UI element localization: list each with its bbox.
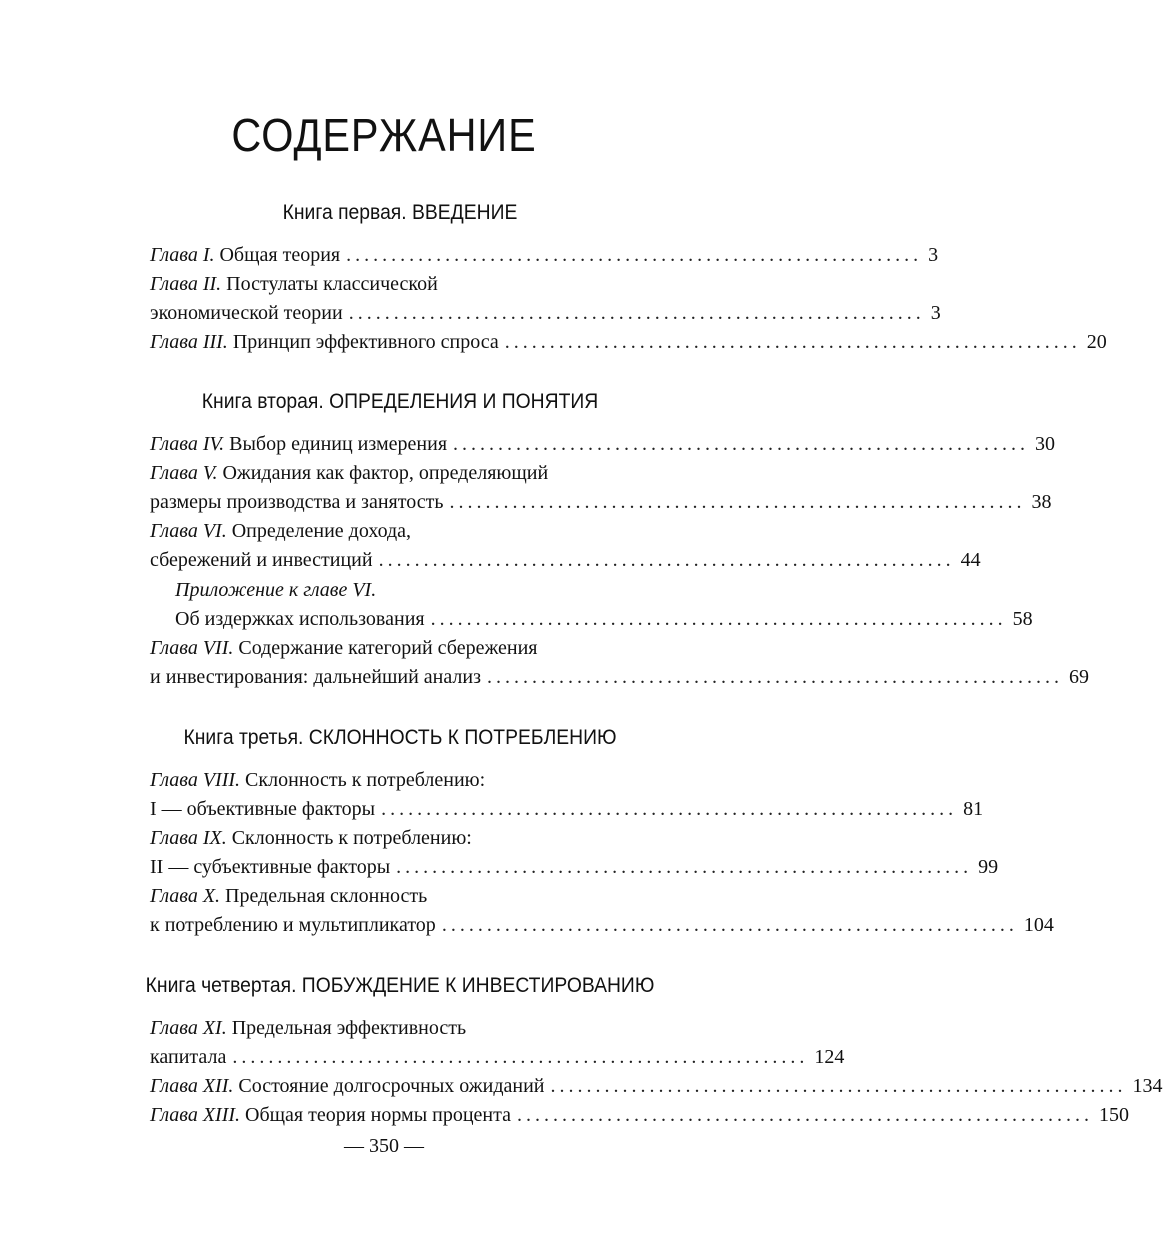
entry-label: Глава XI. bbox=[150, 1017, 227, 1039]
entry-text: Об издержках использования bbox=[175, 608, 425, 630]
entry-label: Глава II. bbox=[150, 273, 222, 295]
entry-label: Глава III. bbox=[150, 331, 228, 353]
entry-label: Глава I. bbox=[150, 244, 215, 266]
entry-text: Выбор единиц измерения bbox=[229, 433, 448, 455]
entry-text: Общая теория bbox=[219, 244, 341, 266]
entry-text: Предельная эффективность bbox=[231, 1017, 467, 1039]
entry-page: 58 bbox=[1012, 608, 1033, 630]
toc-entry bbox=[150, 328, 1107, 356]
entry-page: 69 bbox=[1069, 666, 1089, 688]
entry-label: Глава VI. bbox=[150, 520, 227, 542]
dot-leader: ................................................................ bbox=[381, 798, 958, 820]
entry-text: Содержание категорий сбережения bbox=[238, 637, 538, 659]
toc-entry bbox=[150, 488, 1052, 516]
toc-entry bbox=[150, 430, 1056, 458]
dot-leader: ................................................................ bbox=[487, 666, 1063, 688]
book-heading-4: Книга четвертая. ПОБУЖДЕНИЕ К ИНВЕСТИРОВАНИЮ bbox=[145, 974, 655, 997]
dot-leader: ................................................................ bbox=[396, 856, 973, 878]
entry-page: 81 bbox=[963, 798, 984, 820]
entry-page: 30 bbox=[1035, 433, 1056, 455]
entry-text: Определение дохода, bbox=[231, 520, 412, 542]
toc-entry bbox=[150, 882, 676, 910]
dot-leader: ................................................................ bbox=[449, 491, 1026, 513]
entry-text: и инвестирования: дальнейший анализ bbox=[150, 666, 481, 688]
entry-text: Постулаты классической bbox=[226, 273, 438, 295]
dot-leader: ................................................................ bbox=[441, 914, 1018, 936]
toc-entry bbox=[150, 517, 676, 545]
entry-text: Принцип эффективного спроса bbox=[232, 331, 499, 353]
dot-leader: ................................................................ bbox=[453, 433, 1030, 455]
book-heading-3: Книга третья. СКЛОННОСТЬ К ПОТРЕБЛЕНИЮ bbox=[183, 726, 617, 749]
entry-text: Ожидания как фактор, определяющий bbox=[222, 462, 549, 484]
dot-leader: ................................................................ bbox=[504, 331, 1081, 353]
toc-entry bbox=[150, 634, 676, 662]
entry-label: Глава XII. bbox=[150, 1075, 234, 1097]
toc-entry bbox=[150, 663, 1089, 691]
entry-page: 134 bbox=[1132, 1075, 1163, 1097]
dot-leader: ................................................................ bbox=[346, 244, 923, 266]
entry-text: экономической теории bbox=[150, 302, 343, 324]
book-heading-1: Книга первая. ВВЕДЕНИЕ bbox=[282, 201, 518, 224]
entry-text: II — субъективные факторы bbox=[150, 856, 391, 878]
entry-page: 20 bbox=[1086, 331, 1107, 353]
entry-label: Приложение к главе VI. bbox=[175, 579, 377, 601]
toc-entry bbox=[150, 911, 1054, 939]
toc-entry bbox=[150, 1043, 845, 1071]
dot-leader: ................................................................ bbox=[232, 1046, 809, 1068]
toc-entry bbox=[150, 1101, 1129, 1129]
entry-label: Глава IX. bbox=[150, 827, 227, 849]
toc-entry bbox=[150, 459, 676, 487]
toc-entry bbox=[150, 766, 676, 794]
page-number: — 350 — bbox=[344, 1135, 424, 1157]
toc-entry bbox=[150, 1072, 1163, 1100]
toc-entry bbox=[150, 546, 981, 574]
toc-entry bbox=[150, 824, 676, 852]
entry-text: I — объективные факторы bbox=[150, 798, 376, 820]
entry-text: к потреблению и мультипликатор bbox=[150, 914, 436, 936]
dot-leader: ................................................................ bbox=[348, 302, 925, 324]
entry-page: 150 bbox=[1099, 1104, 1129, 1126]
dot-leader: ................................................................ bbox=[378, 549, 955, 571]
entry-label: Глава X. bbox=[150, 885, 221, 907]
dot-leader: ................................................................ bbox=[430, 608, 1007, 630]
toc-entry bbox=[175, 605, 1033, 633]
entry-label: Глава IV. bbox=[150, 433, 225, 455]
entry-text: Склонность к потреблению: bbox=[231, 827, 472, 849]
toc-entry bbox=[150, 795, 984, 823]
entry-text: Предельная склонность bbox=[225, 885, 428, 907]
toc-entry bbox=[150, 1014, 676, 1042]
entry-text: капитала bbox=[150, 1046, 227, 1068]
toc-entry bbox=[150, 853, 999, 881]
entry-page: 38 bbox=[1031, 491, 1052, 513]
entry-text: Состояние долгосрочных ожиданий bbox=[238, 1075, 545, 1097]
toc-entry bbox=[150, 299, 941, 327]
dot-leader: ................................................................ bbox=[550, 1075, 1127, 1097]
entry-label: Глава XIII. bbox=[150, 1104, 241, 1126]
dot-leader: ................................................................ bbox=[517, 1104, 1093, 1126]
entry-label: Глава V. bbox=[150, 462, 218, 484]
entry-page: 3 bbox=[930, 302, 941, 324]
entry-page: 99 bbox=[978, 856, 999, 878]
entry-page: 3 bbox=[928, 244, 939, 266]
book-heading-2: Книга вторая. ОПРЕДЕЛЕНИЯ И ПОНЯТИЯ bbox=[201, 390, 599, 413]
entry-text: размеры производства и занятость bbox=[150, 491, 444, 513]
entry-label: Глава VII. bbox=[150, 637, 234, 659]
entry-text: Общая теория нормы процента bbox=[245, 1104, 511, 1126]
toc-entry bbox=[150, 241, 939, 269]
entry-text: Склонность к потреблению: bbox=[245, 769, 486, 791]
entry-label: Глава VIII. bbox=[150, 769, 241, 791]
page-title: СОДЕРЖАНИЕ bbox=[231, 109, 537, 161]
entry-text: сбережений и инвестиций bbox=[150, 549, 373, 571]
toc-entry bbox=[150, 270, 676, 298]
toc-entry bbox=[175, 576, 676, 604]
entry-page: 44 bbox=[960, 549, 981, 571]
entry-page: 104 bbox=[1023, 914, 1054, 936]
entry-page: 124 bbox=[814, 1046, 845, 1068]
